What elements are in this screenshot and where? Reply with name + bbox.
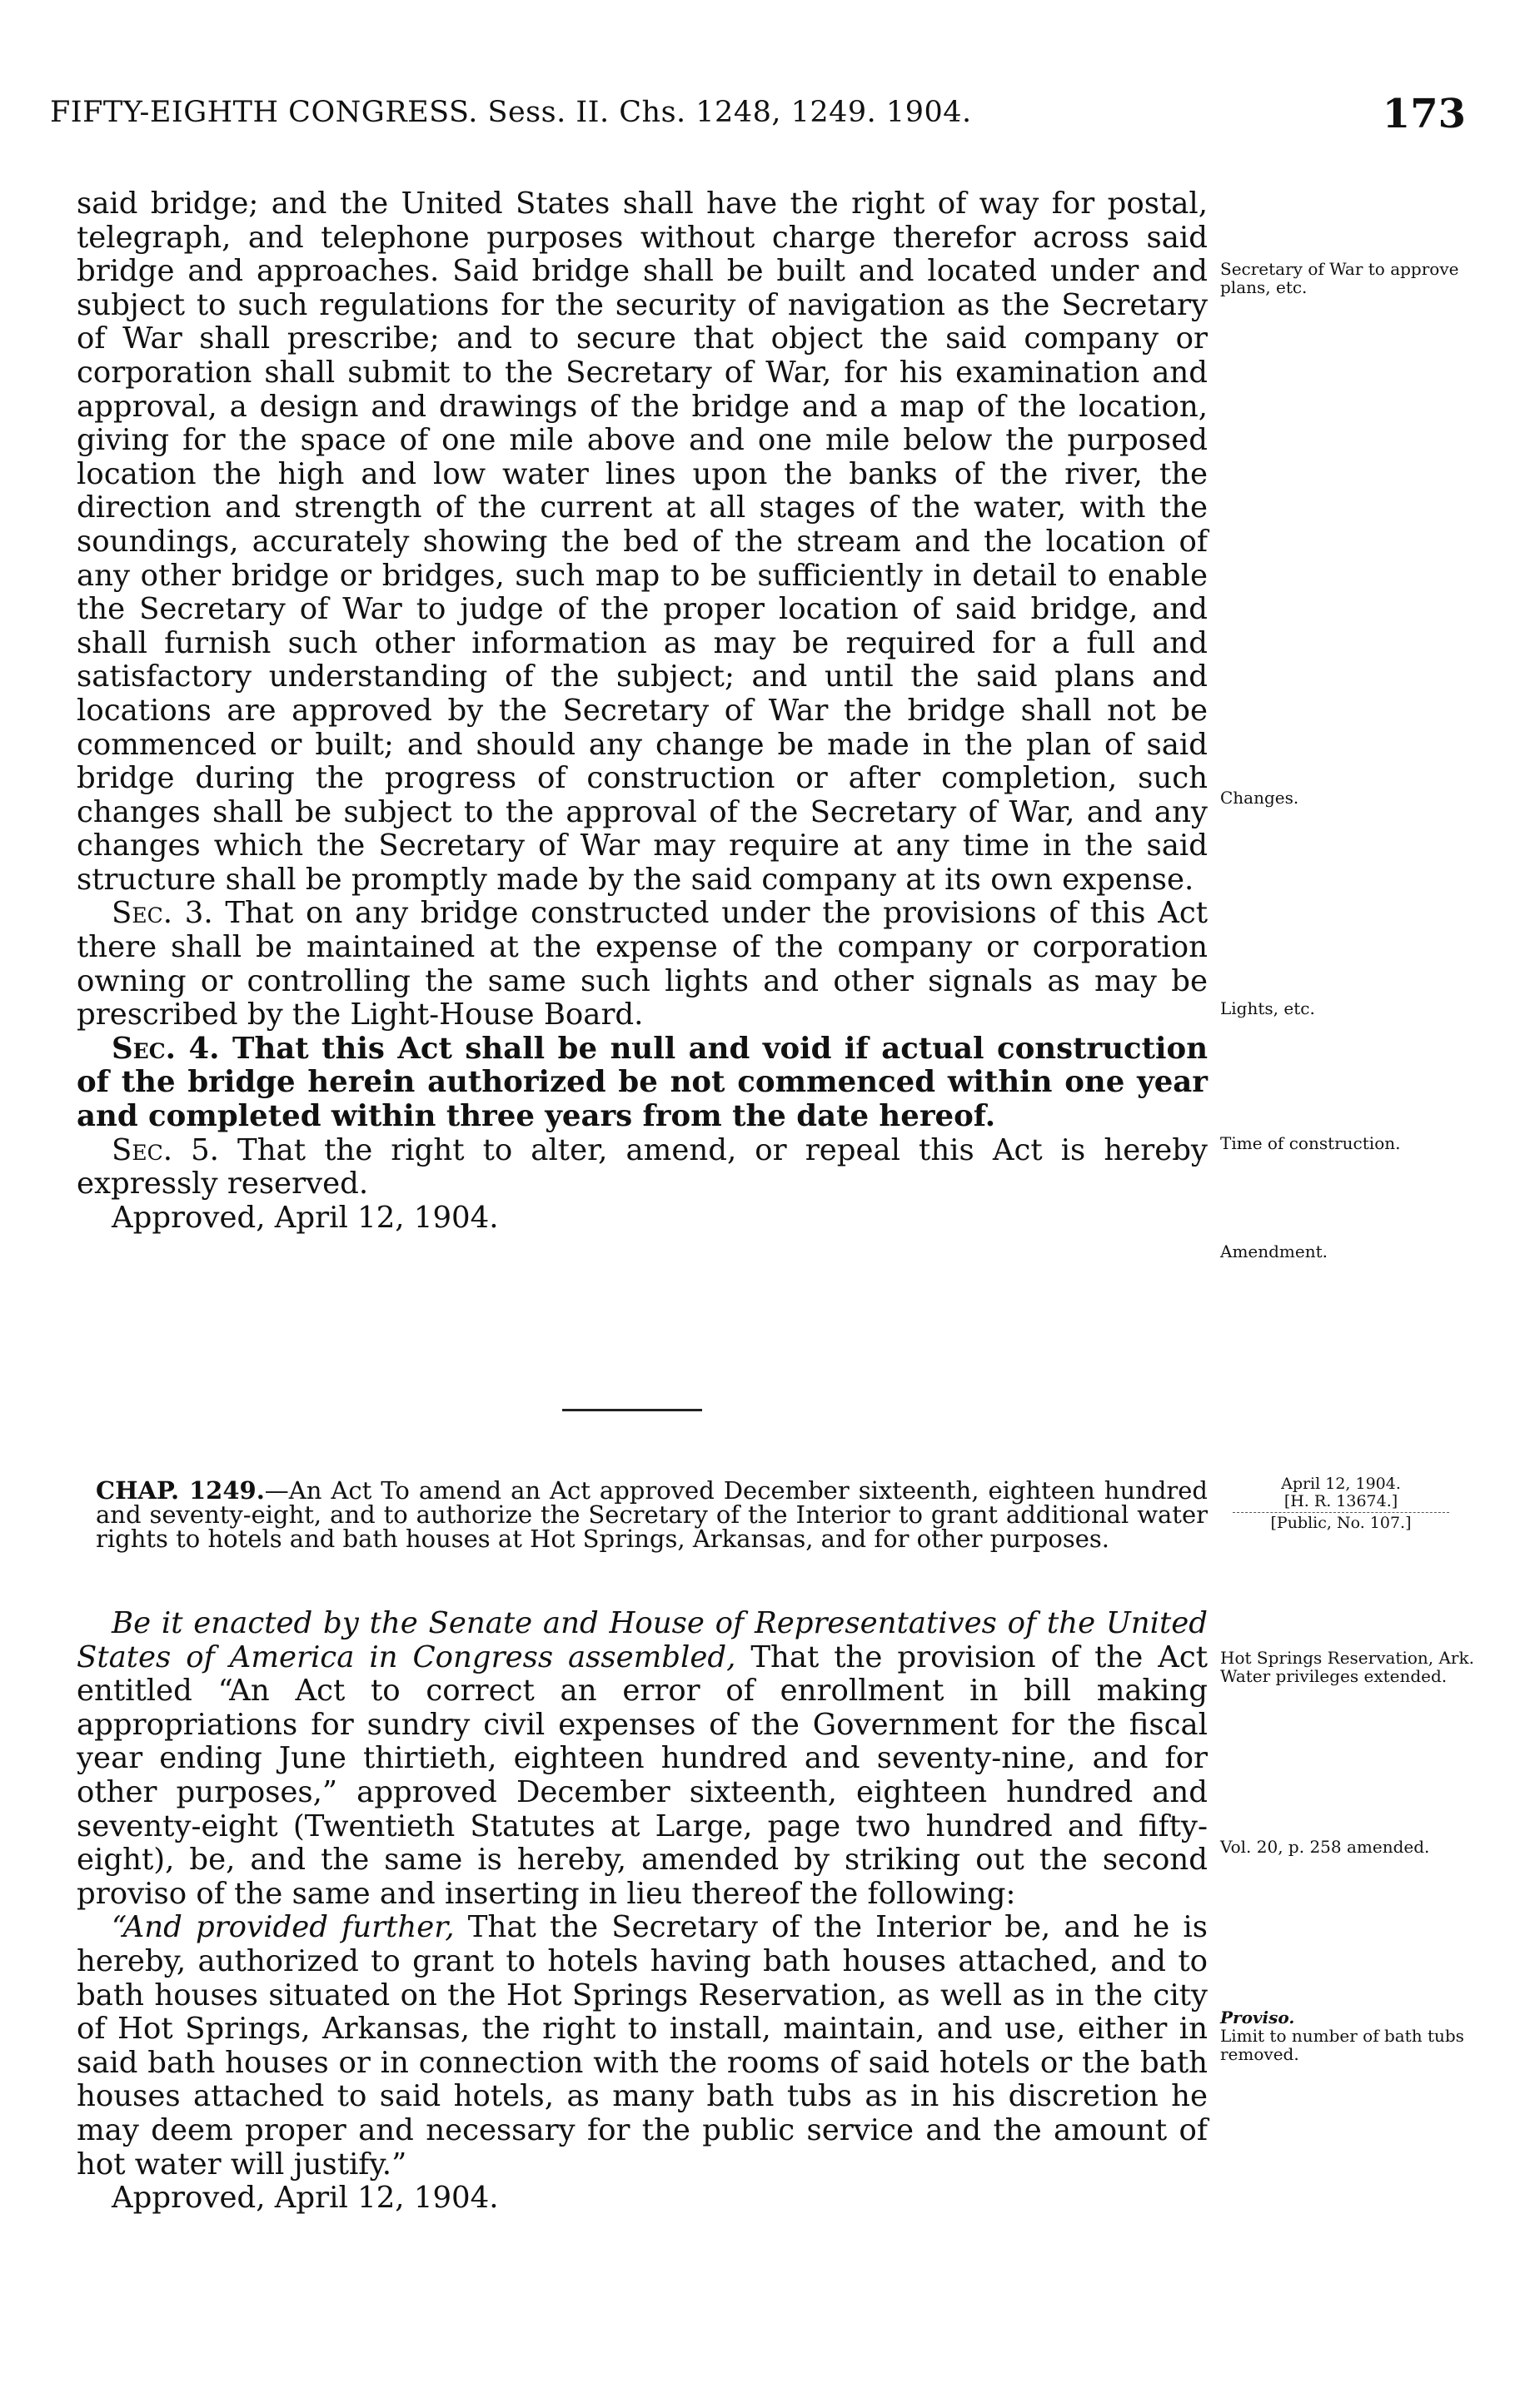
note-divider bbox=[1233, 1512, 1449, 1513]
enacting-text: That the provision of the Act entitled “An Act to correct an error of enrollment in bill making appropriations for sundry civil expenses of the Government for the fiscal year ending June thirtieth, eighteen hundred and seventy-nine, and for other purposes,” approved December sixteenth, eighteen hundred and seventy-eight (Twentieth Statutes at Large, page two hundred and fifty-eight), be, and the same is hereby, amended by striking out the second proviso of the same and inserting in lieu thereof the following: bbox=[77, 1639, 1208, 1911]
section-4-text: That this Act shall be null and void if actual construction of the bridge herein authorized be not commenced within one year and completed within three years from the date hereof. bbox=[77, 1031, 1208, 1134]
section-3-label: Sec. 3. bbox=[112, 896, 213, 931]
bill-note: [H. R. 13674.] bbox=[1283, 1492, 1398, 1510]
margin-note-hot-springs bbox=[1220, 1649, 1495, 1685]
section-4-label: Sec. 4. bbox=[112, 1031, 220, 1066]
chapter-separator-rule bbox=[562, 1409, 702, 1411]
running-header bbox=[50, 91, 1466, 146]
proviso-paragraph bbox=[77, 1911, 1208, 2182]
hot-springs-note: Hot Springs Reservation, Ark. bbox=[1220, 1648, 1474, 1668]
chapter-1248-continuation bbox=[77, 187, 1208, 1235]
margin-note-vol20: Vol. 20, p. 258 amended. bbox=[1220, 1837, 1430, 1857]
chapter-1249-title bbox=[96, 1476, 1208, 1553]
margin-note-lights: Lights, etc. bbox=[1220, 998, 1315, 1018]
date-note: April 12, 1904. bbox=[1281, 1475, 1401, 1493]
section-5-text: That the right to alter, amend, or repeal this Act is hereby expressly reserved. bbox=[77, 1132, 1208, 1202]
section-5 bbox=[77, 1134, 1208, 1202]
margin-note-time-of-construction: Time of construction. bbox=[1220, 1133, 1401, 1153]
approved-date-1248: Approved, April 12, 1904. bbox=[112, 1200, 499, 1235]
chapter-1249-side-notes bbox=[1220, 1475, 1462, 1532]
section-3-text: That on any bridge constructed under the provisions of this Act there shall be maintained at the expense of the company or corporation owning or controlling the same such lights and other signals as may be prescribed by the Light-House Board. bbox=[77, 896, 1208, 1032]
public-note: [Public, No. 107.] bbox=[1270, 1514, 1412, 1532]
chapter-1249-label: CHAP. 1249. bbox=[96, 1476, 265, 1505]
water-privileges-note: Water privileges extended. bbox=[1220, 1666, 1448, 1686]
proviso-lead: “And provided further, bbox=[112, 1910, 455, 1945]
section-3 bbox=[77, 897, 1208, 1032]
section-4 bbox=[77, 1032, 1208, 1134]
enacting-clause: Be it enacted by the Senate and House of Representatives of the United States of America in Congress assembled, bbox=[77, 1606, 1208, 1674]
margin-note-secretary-of-war: Secretary of War to approve plans, etc. bbox=[1220, 259, 1459, 297]
margin-note-amendment: Amendment. bbox=[1220, 1241, 1328, 1261]
proviso-note: Proviso. bbox=[1220, 2007, 1295, 2027]
enacting-paragraph bbox=[77, 1607, 1208, 1911]
approved-date-1249: Approved, April 12, 1904. bbox=[112, 2181, 499, 2216]
chapter-1249-body bbox=[77, 1607, 1208, 2216]
margin-note-changes: Changes. bbox=[1220, 788, 1299, 808]
running-head: FIFTY-EIGHTH CONGRESS. Sess. II. Chs. 1248, 1249. 1904. bbox=[50, 96, 972, 129]
bridge-regulations-paragraph: said bridge; and the United States shall have the right of way for postal, telegraph, and telephone purposes without charge therefor across said bridge and approaches. Said bridge shall be built and located under and subject to such regulations for the security of navigation as the Secretary of War shall prescribe; and to secure that object the said company or corporation shall submit to the Secretary of War, for his examination and approval, a design and drawings of the bridge and a map of the location, giving for the space of one mile above and one mile below the purposed location the high and low water lines upon the banks of the river, the direction and strength of the current at all stages of the water, with the soundings, accurately showing the bed of the stream and the location of any other bridge or bridges, such map to be sufficiently in detail to enable the Secretary of War to judge of the proper location of said bridge, and shall furnish such other information as may be required for a full and satisfactory understanding of the subject; and until the said plans and locations are approved by the Secretary of War the bridge shall not be commenced or built; and should any change be made in the plan of said bridge during the progress of construction or after completion, such changes shall be subject to the approval of the Secretary of War, and any changes which the Secretary of War may require at any time in the said structure shall be promptly made by the said company at its own expense. bbox=[77, 187, 1208, 897]
section-5-label: Sec. 5. bbox=[112, 1132, 219, 1167]
proviso-text: That the Secretary of the Interior be, and he is hereby, authorized to grant to hotels having bath houses attached, and to bath houses situated on the Hot Springs Reservation, as well as in the city of Hot Springs, Arkansas, the right to install, maintain, and use, either in said bath houses or in connection with the rooms of said hotels or the bath houses attached to said hotels, as many bath tubs as in his discretion he may deem proper and necessary for the public service and the amount of hot water will justify.” bbox=[77, 1910, 1208, 2182]
chapter-1249-title-text: —An Act To amend an Act approved December sixteenth, eighteen hundred and seventy-eight, and to authorize the Secretary of the Interior to grant additional water rights to hotels and bath houses at Hot Springs, Arkansas, and for other purposes. bbox=[96, 1476, 1208, 1553]
page-number: 173 bbox=[1382, 91, 1466, 137]
margin-note-proviso bbox=[1220, 2008, 1495, 2063]
limit-note: Limit to number of bath tubs removed. bbox=[1220, 2026, 1464, 2064]
